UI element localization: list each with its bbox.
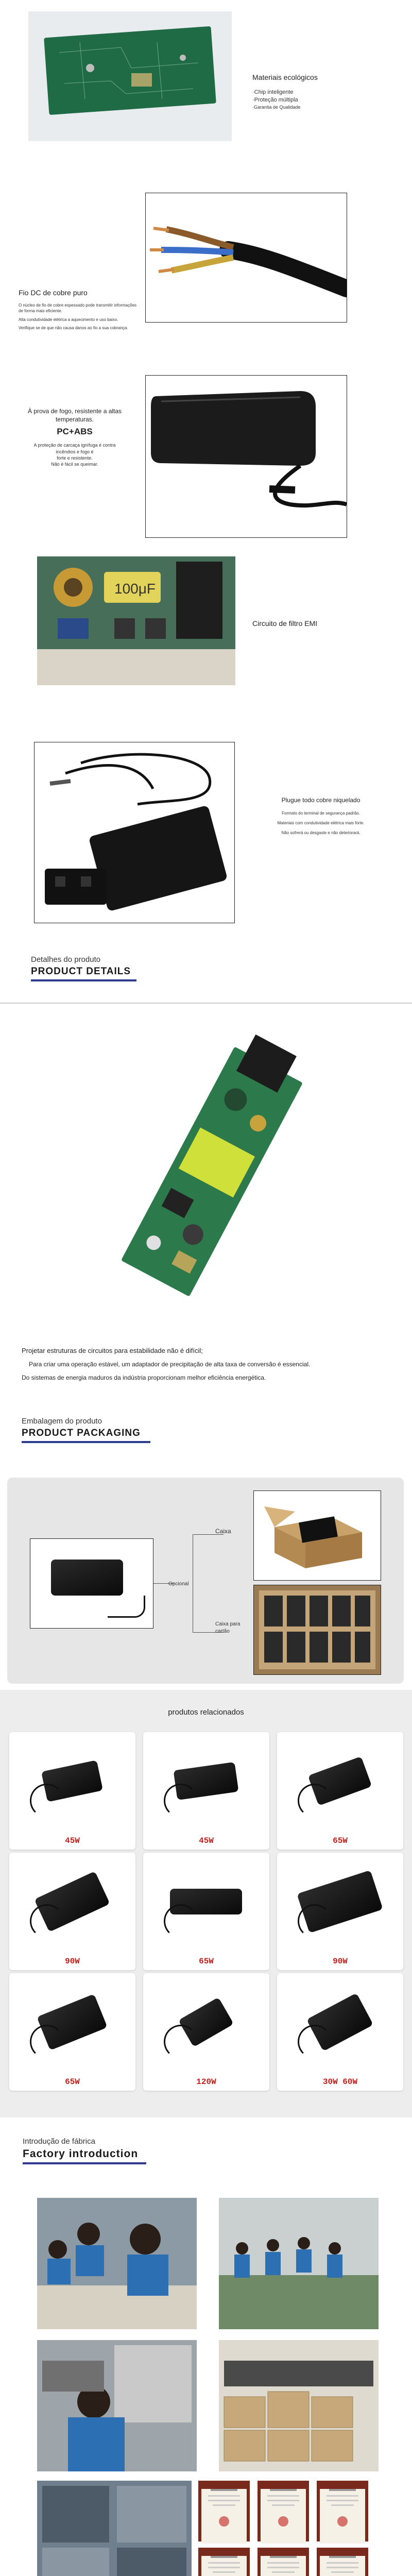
plug-title: Plugue todo cobre niquelado: [281, 796, 360, 804]
materials-feature: [252, 73, 376, 110]
certificate-image: [258, 2481, 309, 2541]
factory-heading-en: Factory introduction: [23, 2148, 139, 2160]
product-wattage: 45W: [199, 1836, 214, 1845]
copper-wire-line: Alta condutividade elétrica a aquecimento e uso baixo.: [19, 317, 118, 322]
carton-case-photo: [253, 1585, 381, 1675]
packaging-heading-en: PRODUCT PACKAGING: [22, 1428, 141, 1438]
certificate-image: [317, 2481, 368, 2541]
product-wattage: 90W: [65, 1957, 80, 1966]
casing-photo: [145, 375, 347, 538]
fireproof-line: forte e resistente.: [57, 455, 93, 461]
related-product-card[interactable]: [9, 1973, 135, 2091]
related-product-card[interactable]: [143, 1853, 269, 1970]
copper-wire-line: O núcleo de fio de cobre espessado pode transmitir informações de forma mais eficiente.: [19, 303, 137, 313]
materials-line: ·Proteção múltipla: [252, 96, 298, 103]
related-product-card[interactable]: [143, 1973, 269, 2091]
plug-line: Não sofrerá ou desgaste e não deteriorará.: [281, 830, 360, 835]
optional-label: Opcional: [168, 1581, 189, 1587]
fireproof-line: A proteção de carcaça ignífuga é contra incêndios e fogo é: [33, 443, 116, 454]
packaging-heading: [22, 1417, 150, 1443]
heading-underline: [31, 979, 136, 981]
pcb-board-photo: [28, 11, 232, 141]
packaging-panel: [7, 1478, 404, 1684]
certificate-image: [198, 2481, 250, 2541]
product-details-heading-pt: Detalhes do produto: [31, 955, 101, 964]
materials-line: ·Chip inteligente: [252, 89, 294, 95]
cable-image: [164, 2025, 198, 2059]
certificate-image: [317, 2548, 368, 2576]
related-product-card[interactable]: [9, 1853, 135, 1970]
factory-photo-equipment: [37, 2481, 192, 2576]
adapter-plug-photo: [34, 742, 235, 923]
factory-heading: [23, 2137, 146, 2164]
product-wattage: 65W: [65, 2077, 80, 2087]
product-wattage: 65W: [199, 1957, 214, 1966]
cable-image: [164, 1904, 198, 1938]
case-label: Caixa para cartão: [215, 1621, 241, 1634]
heading-underline: [22, 1441, 150, 1443]
cable-image: [164, 1784, 198, 1818]
fireproof-feature: [26, 407, 124, 467]
cable-image: [298, 1904, 332, 1938]
cable-image: [30, 1784, 64, 1818]
product-details-heading-en: PRODUCT DETAILS: [31, 966, 131, 977]
related-heading: produtos relacionados: [168, 1708, 244, 1717]
divider: [0, 1003, 412, 1004]
fireproof-line: Não é fácil se queimar.: [51, 461, 98, 467]
copper-wire-photo: [145, 193, 347, 323]
copper-wire-feature: [19, 289, 142, 331]
copper-wire-line: Verifique se de que não causa danos ao fio a sua cobrança.: [19, 326, 128, 331]
plug-line: Materiais com condutividade elétrica mais forte.: [277, 820, 365, 825]
materials-line: ·Garantia de Qualidade: [252, 104, 301, 110]
svg-text:100μF: 100μF: [114, 581, 156, 597]
emi-circuit-photo: [37, 556, 235, 685]
details-line: Projetar estruturas de circuitos para estabilidade não é difícil;: [22, 1347, 203, 1354]
fireproof-title: À prova de fogo, resistente a altas temperaturas.: [27, 408, 122, 423]
product-wattage: 65W: [333, 1836, 348, 1845]
fireproof-subtitle: PC+ABS: [57, 427, 93, 437]
related-product-card[interactable]: [9, 1732, 135, 1850]
related-product-card[interactable]: [277, 1973, 403, 2091]
certificate-image: [258, 2548, 309, 2576]
packaging-adapter-photo: [30, 1538, 153, 1629]
cable-image: [30, 1904, 64, 1938]
cable-image: [298, 2025, 332, 2059]
factory-photo-line: [219, 2198, 379, 2329]
plug-feature: [256, 796, 385, 836]
cable-image: [30, 2025, 64, 2059]
plug-line: Formato do terminal de segurança padrão.: [282, 811, 360, 816]
heading-underline: [23, 2162, 146, 2164]
box-label: Caixa: [215, 1528, 231, 1535]
related-product-card[interactable]: [143, 1732, 269, 1850]
product-wattage: 120W: [196, 2077, 216, 2087]
related-product-card[interactable]: [277, 1853, 403, 1970]
factory-heading-pt: Introdução de fábrica: [23, 2137, 95, 2146]
product-wattage: 30W 60W: [322, 2077, 358, 2087]
materials-title: Materiais ecológicos: [252, 73, 318, 81]
product-details-desc: [22, 1347, 392, 1381]
product-details-heading: [31, 955, 136, 981]
emi-title: Circuito de filtro EMI: [252, 619, 318, 628]
details-line: Do sistemas de energia maduros da indústria proporcionam melhor eficiência energética.: [22, 1374, 266, 1381]
carton-box-photo: [253, 1490, 381, 1581]
copper-wire-title: Fio DC de cobre puro: [19, 289, 88, 297]
factory-photo-warehouse: [219, 2340, 379, 2471]
certificate-image: [198, 2548, 250, 2576]
details-line: Para criar uma operação estável, um adaptador de precipitação de alta taxa de conversão é essencial.: [29, 1361, 311, 1368]
product-wattage: 90W: [333, 1957, 348, 1966]
factory-photo-workers: [37, 2198, 197, 2329]
product-wattage: 45W: [65, 1836, 80, 1845]
packaging-heading-pt: Embalagem do produto: [22, 1417, 102, 1426]
factory-photo-testing: [37, 2340, 197, 2471]
internal-board-photo: [0, 1007, 412, 1345]
related-product-card[interactable]: [277, 1732, 403, 1850]
cable-image: [298, 1784, 332, 1818]
